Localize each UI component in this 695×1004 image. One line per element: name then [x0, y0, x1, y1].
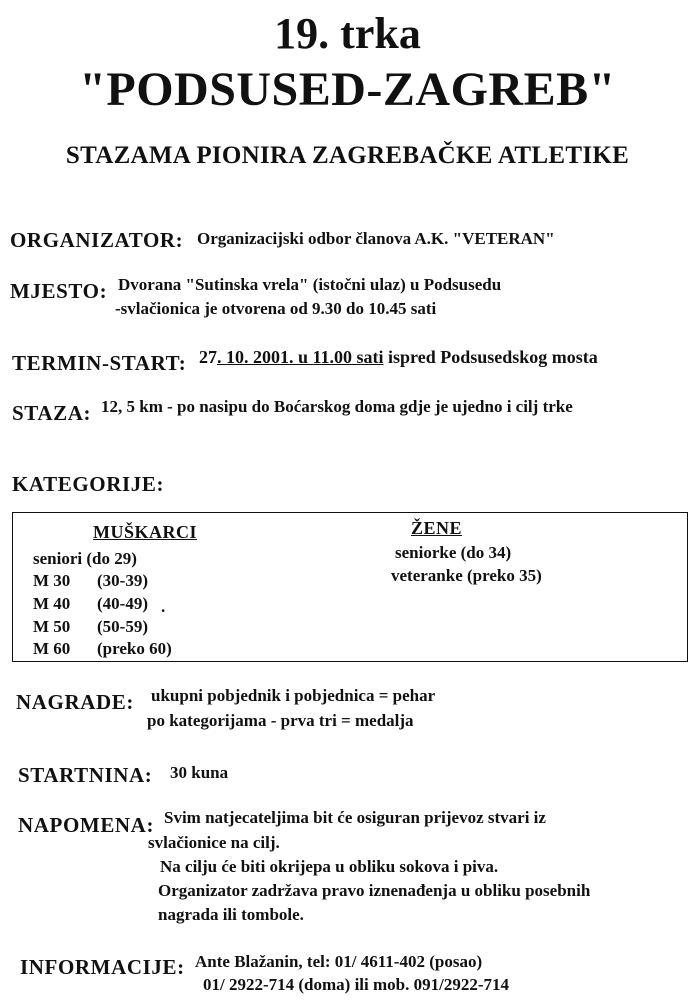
- kategorije-label: KATEGORIJE:: [12, 472, 165, 496]
- staza-text: 12, 5 km - po nasipu do Boćarskog doma gdje je ujedno i cilj trke: [101, 397, 573, 416]
- informacije-line1: Ante Blažanin, tel: 01/ 4611-402 (posao): [195, 952, 483, 971]
- termin-value: [199, 347, 598, 368]
- informacije-label: INFORMACIJE:: [20, 955, 185, 979]
- men-header: MUŠKARCI: [93, 522, 198, 542]
- stray-mark: .: [161, 597, 166, 616]
- organizator-text: Organizacijski odbor članova A.K. "VETERAN": [197, 229, 555, 248]
- napomena-line3: Na cilju će biti okrijepa u obliku sokova i piva.: [160, 857, 499, 876]
- napomena-line1: Svim natjecateljima bit će osiguran prijevoz stvari iz: [164, 808, 546, 827]
- men-category-row: M 30: [33, 571, 71, 590]
- startnina-label: STARTNINA:: [18, 763, 153, 787]
- race-number-title: 19. trka: [274, 9, 421, 58]
- women-category-row: seniorke (do 34): [395, 543, 512, 562]
- men-category-range: (preko 60): [97, 639, 172, 658]
- informacije-line2: 01/ 2922-714 (doma) ili mob. 091/2922-714: [203, 975, 509, 994]
- nagrade-line2: po kategorijama - prva tri = medalja: [147, 711, 414, 730]
- women-header: ŽENE: [411, 518, 463, 538]
- mjesto-line2: -svlačionica je otvorena od 9.30 do 10.45 sati: [115, 299, 437, 318]
- termin-date-pre: 27: [199, 347, 217, 367]
- men-category-row: M 50: [33, 617, 71, 636]
- napomena-label: NAPOMENA:: [18, 813, 155, 837]
- mjesto-label: MJESTO:: [10, 279, 108, 303]
- staza-label: STAZA:: [12, 401, 92, 425]
- organizator-label: ORGANIZATOR:: [10, 228, 184, 252]
- mjesto-line1: Dvorana "Sutinska vrela" (istočni ulaz) u Podsusedu: [118, 275, 502, 294]
- napomena-line4: Organizator zadržava pravo iznenađenja u obliku posebnih: [158, 881, 591, 900]
- napomena-line5: nagrada ili tombole.: [158, 905, 304, 924]
- napomena-line2: svlačionice na cilj.: [148, 833, 280, 852]
- men-category-range: (30-39): [97, 571, 148, 590]
- categories-table: [12, 512, 688, 662]
- men-category-row: seniori (do 29): [33, 549, 137, 568]
- startnina-text: 30 kuna: [170, 763, 229, 782]
- termin-place: ispred Podsusedskog mosta: [383, 347, 598, 367]
- race-subtitle: STAZAMA PIONIRA ZAGREBAČKE ATLETIKE: [65, 142, 630, 169]
- men-category-row: M 40: [33, 594, 71, 613]
- men-category-range: (40-49): [97, 594, 148, 613]
- termin-label: TERMIN-START:: [12, 351, 187, 375]
- men-category-row: M 60: [33, 639, 71, 658]
- nagrade-label: NAGRADE:: [16, 690, 134, 714]
- nagrade-line1: ukupni pobjednik i pobjednica = pehar: [151, 686, 436, 705]
- men-category-range: (50-59): [97, 617, 148, 636]
- women-category-row: veteranke (preko 35): [391, 566, 542, 585]
- termin-date-underlined: . 10. 2001. u 11.00 sati: [217, 347, 384, 367]
- race-name-title: "PODSUSED-ZAGREB": [79, 63, 616, 116]
